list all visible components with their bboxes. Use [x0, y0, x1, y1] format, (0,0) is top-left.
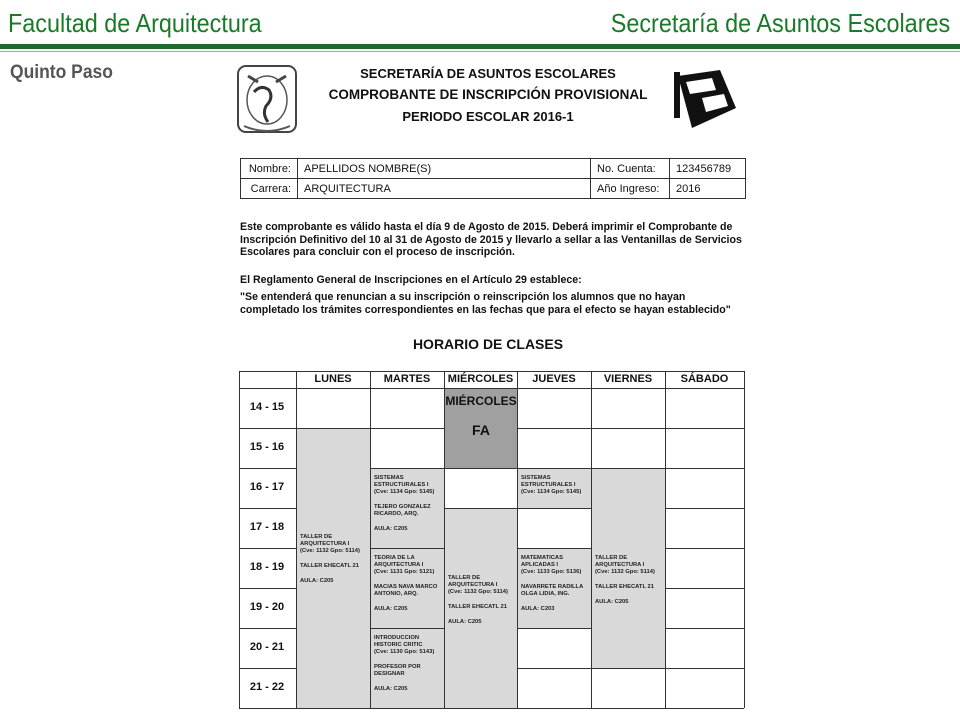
class-block-viernes-taller: [591, 468, 666, 669]
class-block-line: RICARDO, ARQ.: [374, 511, 419, 517]
day-header: SÁBADO: [680, 373, 729, 385]
facultad-arquitectura-logo-icon: [672, 68, 742, 132]
grid-line-vertical: [239, 371, 240, 708]
class-block-line: AULA: C205: [374, 686, 408, 692]
class-block-spacer: [521, 576, 588, 584]
fa-reserved-block: [444, 388, 518, 469]
class-block-martes-teoria: [370, 548, 445, 629]
class-block-line: ESTRUCTURALES I: [374, 482, 429, 488]
validity-notice: [240, 221, 760, 259]
class-block-spacer: [448, 611, 514, 619]
document-title-line-2: COMPROBANTE DE INSCRIPCIÓN PROVISIONAL: [328, 87, 648, 102]
class-block-line: TALLER DE: [300, 534, 333, 540]
class-block-spacer: [374, 598, 441, 606]
hour-label: 21 - 22: [249, 681, 285, 693]
entry-year-value: 2016: [670, 179, 746, 199]
regulation-quote-line: completado los trámites correspondientes en las fechas que para el efecto se hayan establecido": [240, 303, 731, 316]
name-label: Nombre:: [241, 159, 298, 179]
class-block-line: ESTRUCTURALES I: [521, 482, 576, 488]
class-block-line: (Cve: 1134 Gpo: 5145): [374, 489, 435, 495]
class-block-spacer: [595, 591, 662, 599]
class-block-line: AULA: C203: [521, 606, 555, 612]
class-block-miercoles-taller: [444, 508, 518, 709]
class-block-spacer: [300, 570, 367, 578]
class-block-line: (Cve: 1130 Gpo: 5143): [374, 649, 435, 655]
class-block-line: (Cve: 1134 Gpo: 5145): [521, 489, 582, 495]
hour-label: 16 - 17: [249, 481, 285, 493]
hour-label: 14 - 15: [249, 401, 285, 413]
account-value: 123456789: [670, 159, 746, 179]
document-title-line-1: SECRETARÍA DE ASUNTOS ESCOLARES: [360, 66, 616, 81]
class-block-line: TALLER EHECATL 21: [595, 584, 654, 590]
class-block-line: MACIAS NAVA MARCO: [374, 584, 438, 590]
class-block-line: ARQUITECTURA I: [595, 562, 645, 568]
class-block-line: MATEMATICAS: [521, 555, 563, 561]
class-block-spacer: [595, 576, 662, 584]
class-block-line: (Cve: 1132 Gpo: 5114): [595, 569, 655, 575]
day-header: MARTES: [383, 373, 431, 385]
class-block-line: AULA: C205: [374, 526, 408, 532]
class-block-line: HISTORIC CRITIC: [374, 642, 423, 648]
unam-seal-icon: [236, 64, 298, 134]
class-block-spacer: [374, 576, 441, 584]
class-block-line: INTRODUCCION: [374, 635, 420, 641]
enrollment-receipt-document: [228, 58, 758, 720]
class-block-line: TALLER DE: [448, 575, 481, 581]
class-block-jueves-matematicas: [517, 548, 592, 629]
class-block-line: ARQUITECTURA I: [300, 541, 350, 547]
day-header: VIERNES: [603, 373, 653, 385]
class-block-line: (Cve: 1131 Gpo: 5121): [374, 569, 435, 575]
hour-label: 19 - 20: [249, 601, 285, 613]
class-block-line: ARQUITECTURA I: [374, 562, 424, 568]
hour-label: 15 - 16: [249, 441, 285, 453]
class-block-line: TALLER EHECATL 21: [300, 563, 359, 569]
class-block-spacer: [374, 518, 441, 526]
day-header: MIÉRCOLES: [447, 373, 514, 385]
department-title: Secretaría de Asuntos Escolares: [610, 8, 950, 38]
class-block-line: AULA: C205: [595, 599, 629, 605]
class-block-spacer: [300, 555, 367, 563]
header-divider: [0, 44, 960, 49]
class-block-line: (Cve: 1133 Gpo: 5136): [521, 569, 582, 575]
day-header: JUEVES: [532, 373, 576, 385]
class-block-jueves-sistemas: [517, 468, 592, 509]
class-block-line: PROFESOR POR: [374, 664, 421, 670]
entry-year-label: Año Ingreso:: [591, 179, 670, 199]
hour-label: 17 - 18: [249, 521, 285, 533]
document-title-line-3: PERIODO ESCOLAR 2016-1: [402, 109, 574, 124]
class-block-line: (Cve: 1132 Gpo: 5114): [300, 548, 360, 554]
class-block-spacer: [374, 678, 441, 686]
class-block-line: TEJERO GONZALEZ: [374, 504, 431, 510]
validity-notice-line: Inscripción Definitivo del 10 al 31 de Agosto de 2015 y llevarlo a sellar a las Ventanillas de Servicios: [240, 233, 742, 246]
step-label: Quinto Paso: [10, 62, 113, 83]
career-value: ARQUITECTURA: [298, 179, 591, 199]
class-block-line: TALLER DE: [595, 555, 628, 561]
hour-label: 18 - 19: [249, 561, 285, 573]
class-block-spacer: [374, 656, 441, 664]
class-block-line: SISTEMAS: [374, 475, 404, 481]
regulation-quote-line: "Se entenderá que renuncian a su inscripción o reinscripción los alumnos que no hayan: [240, 291, 686, 303]
class-block-line: OLGA LIDIA, ING.: [521, 591, 570, 597]
class-block-line: AULA: C205: [448, 619, 482, 625]
class-block-lunes-taller: [296, 428, 371, 709]
class-block-martes-sistemas: [370, 468, 445, 549]
regulation-quote: [240, 291, 760, 316]
class-schedule-grid: [239, 371, 744, 699]
regulation-intro: El Reglamento General de Inscripciones en el Artículo 29 establece:: [240, 274, 582, 286]
class-block-spacer: [374, 496, 441, 504]
class-block-line: APLICADAS I: [521, 562, 559, 568]
class-block-martes-introduccion: [370, 628, 445, 709]
account-label: No. Cuenta:: [591, 159, 670, 179]
header-divider-thin: [0, 51, 960, 52]
class-block-line: TALLER EHECATL 21: [448, 604, 507, 610]
fa-block-label: FA: [472, 422, 490, 438]
class-block-line: ARQUITECTURA I: [448, 582, 498, 588]
class-block-line: TEORIA DE LA: [374, 555, 415, 561]
class-block-line: AULA: C205: [374, 606, 408, 612]
name-value: APELLIDOS NOMBRE(S): [298, 159, 591, 179]
career-label: Carrera:: [241, 179, 298, 199]
class-block-spacer: [521, 598, 588, 606]
validity-notice-line: Escolares para concluir con el proceso de inscripción.: [240, 246, 515, 258]
class-block-line: NAVARRETE RADILLA: [521, 584, 584, 590]
student-info-table: [240, 158, 746, 199]
grid-line-vertical: [744, 371, 745, 708]
validity-notice-line: Este comprobante es válido hasta el día 9 de Agosto de 2015. Deberá imprimir el Comprobante de: [240, 221, 733, 233]
class-block-spacer: [448, 596, 514, 604]
hour-label: 20 - 21: [249, 641, 285, 653]
class-block-line: DESIGNAR: [374, 671, 405, 677]
fa-block-day: MIÉRCOLES: [445, 394, 517, 408]
schedule-title: HORARIO DE CLASES: [412, 336, 564, 352]
class-block-line: (Cve: 1132 Gpo: 5114): [448, 589, 508, 595]
class-block-line: ANTONIO, ARQ.: [374, 591, 419, 597]
class-block-line: SISTEMAS: [521, 475, 551, 481]
day-header: LUNES: [314, 373, 352, 385]
faculty-title: Facultad de Arquitectura: [8, 8, 262, 38]
class-block-line: AULA: C205: [300, 578, 334, 584]
